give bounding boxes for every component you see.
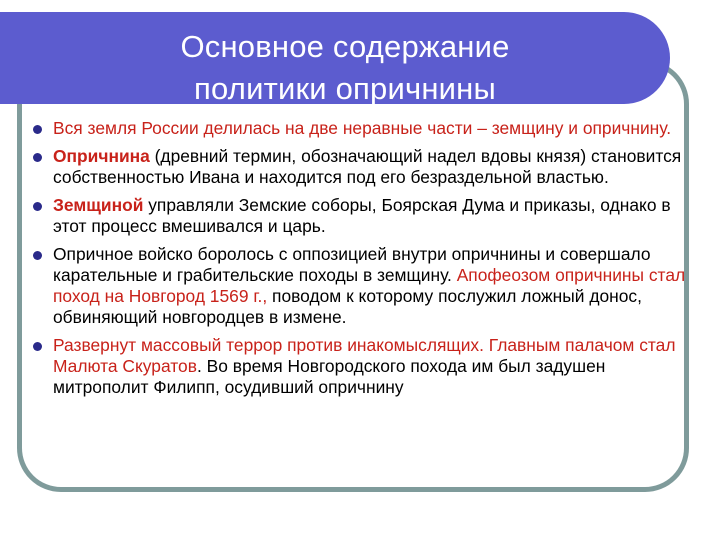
bullet-highlight: Развернут массовый террор против инакомыслящих. Главным палачом стал Малюта Скуратов xyxy=(53,335,676,376)
bullet-text: (древний термин, обозначающий надел вдовы князя) становится собственностью Ивана и находится под его безраздельной властью. xyxy=(53,146,682,187)
bullet-text: поводом к которому послужил ложный донос, обвиняющий новгородцев в измене. xyxy=(53,286,642,327)
slide-title-line-1: Основное содержание xyxy=(180,29,510,64)
bullet-dot-icon xyxy=(33,342,42,351)
bullet-highlight: Апофеозом опричнины стал поход на Новгород 1569 г., xyxy=(53,265,686,306)
bullet-item-army xyxy=(30,244,690,328)
bullet-list xyxy=(30,118,690,405)
bullet-text: Вся земля России делилась на две неравные части – земщину и опричнину. xyxy=(53,118,672,138)
bullet-item-zemshchina xyxy=(30,195,690,237)
bullet-item-land-division xyxy=(30,118,690,139)
bullet-term: Земщиной xyxy=(53,195,144,215)
title-underline xyxy=(54,111,638,114)
slide-title xyxy=(40,26,650,110)
slide-title-line-2: политики опричнины xyxy=(194,71,496,106)
bullet-text: . Во время Новгородского похода им был задушен митрополит Филипп, осудивший опричнину xyxy=(53,356,606,397)
bullet-dot-icon xyxy=(33,202,42,211)
bullet-text: Опричное войско боролось с оппозицией внутри опричнины и совершало карательные и грабительские походы в земщину. xyxy=(53,244,651,285)
title-banner xyxy=(0,12,670,104)
bullet-dot-icon xyxy=(33,251,42,260)
bullet-text: управляли Земские соборы, Боярская Дума и приказы, однако в этот процесс вмешивался и царь. xyxy=(53,195,671,236)
bullet-dot-icon xyxy=(33,125,42,134)
bullet-term: Опричнина xyxy=(53,146,150,166)
bullet-item-terror xyxy=(30,335,690,398)
bullet-dot-icon xyxy=(33,153,42,162)
bullet-item-oprichnina xyxy=(30,146,690,188)
